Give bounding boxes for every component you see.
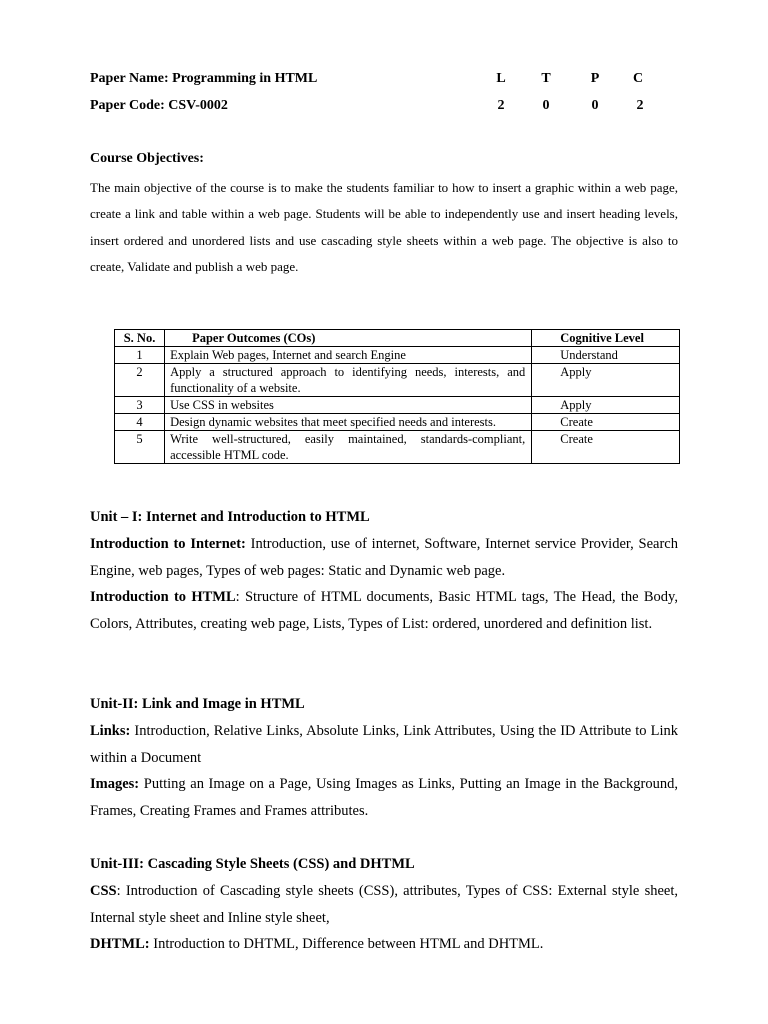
header-cognitive-level: Cognitive Level — [532, 330, 680, 347]
unit-1-para-html — [90, 584, 678, 638]
unit-3-para-dhtml — [90, 931, 678, 958]
term-intro-html: Introduction to HTML — [90, 589, 236, 606]
table-row — [115, 414, 680, 431]
row-level: Create — [532, 431, 680, 464]
row-no: 3 — [115, 397, 165, 414]
table-row — [115, 431, 680, 464]
text-intro-internet: Introduction, use of internet, Software, Internet service Provider, Search Engine, web pages, Types of web pages: Static and Dynamic web page. — [90, 535, 678, 579]
row-level: Apply — [532, 364, 680, 397]
table-row — [115, 364, 680, 397]
text-links: Introduction, Relative Links, Absolute Links, Link Attributes, Using the ID Attribute to Link within a Document — [90, 722, 678, 766]
unit-1-title: Unit – I: Internet and Introduction to HTML — [90, 509, 370, 525]
term-images: Images: — [90, 776, 140, 793]
row-outcome: Design dynamic websites that meet specified needs and interests. — [165, 414, 532, 431]
paper-code: Paper Code: CSV-0002 — [90, 98, 228, 113]
row-level: Understand — [532, 347, 680, 364]
header-sno: S. No. — [115, 330, 165, 347]
unit-2-section — [90, 691, 678, 825]
text-dhtml: Introduction to DHTML, Difference between HTML and DHTML. — [149, 936, 544, 953]
ltpc-value-c: 2 — [636, 98, 644, 113]
unit-3-title: Unit-III: Cascading Style Sheets (CSS) and DHTML — [90, 856, 415, 872]
unit-3-section — [90, 851, 678, 958]
table-row — [115, 347, 680, 364]
unit-2-title: Unit-II: Link and Image in HTML — [90, 696, 305, 712]
term-css: CSS — [90, 882, 117, 899]
text-intro-html: : Structure of HTML documents, Basic HTML tags, The Head, the Body, Colors, Attributes, creating web page, Lists, Types of List: ordered, unordered and definition list. — [90, 589, 678, 633]
header-outcomes: Paper Outcomes (COs) — [165, 330, 532, 347]
ltpc-label-p: P — [590, 71, 600, 86]
row-level: Apply — [532, 397, 680, 414]
unit-2-para-links — [90, 718, 678, 772]
row-outcome: Apply a structured approach to identifying needs, interests, and functionality of a website. — [165, 364, 532, 397]
term-intro-internet: Introduction to Internet: — [90, 535, 246, 552]
outcomes-table — [114, 329, 680, 464]
row-outcome: Use CSS in websites — [165, 397, 532, 414]
ltpc-value-t: 0 — [542, 98, 550, 113]
ltpc-value-p: 0 — [591, 98, 599, 113]
row-no: 4 — [115, 414, 165, 431]
term-dhtml: DHTML: — [90, 936, 150, 953]
text-css: : Introduction of Cascading style sheets (CSS), attributes, Types of CSS: External style sheet, Internal style sheet and Inline style sheet, — [90, 882, 678, 926]
unit-3-para-css — [90, 878, 678, 932]
ltpc-value-l: 2 — [497, 98, 505, 113]
objectives-heading: Course Objectives: — [90, 151, 204, 166]
row-outcome: Write well-structured, easily maintained, standards-compliant, accessible HTML code. — [165, 431, 532, 464]
table-row — [115, 397, 680, 414]
objectives-text: The main objective of the course is to make the students familiar to how to insert a graphic within a web page, create a link and table within a web page. Students will be able to independently use and insert heading levels, insert ordered and unordered lists and use cascading style sheets within a web page. The objective is also to create, Validate and publish a web page. — [90, 180, 678, 274]
row-no: 2 — [115, 364, 165, 397]
unit-1-para-internet — [90, 531, 678, 585]
term-links: Links: — [90, 722, 131, 739]
table-header-row — [115, 330, 680, 347]
row-level: Create — [532, 414, 680, 431]
ltpc-label-t: T — [541, 71, 551, 86]
unit-2-para-images — [90, 771, 678, 825]
text-images: Putting an Image on a Page, Using Images as Links, Putting an Image in the Background, Frames, Creating Frames and Frames attributes. — [90, 776, 678, 820]
row-no: 5 — [115, 431, 165, 464]
row-outcome: Explain Web pages, Internet and search Engine — [165, 347, 532, 364]
paper-name: Paper Name: Programming in HTML — [90, 71, 318, 86]
unit-1-section — [90, 504, 678, 638]
ltpc-label-c: C — [632, 71, 644, 86]
row-no: 1 — [115, 347, 165, 364]
ltpc-label-l: L — [496, 71, 506, 86]
